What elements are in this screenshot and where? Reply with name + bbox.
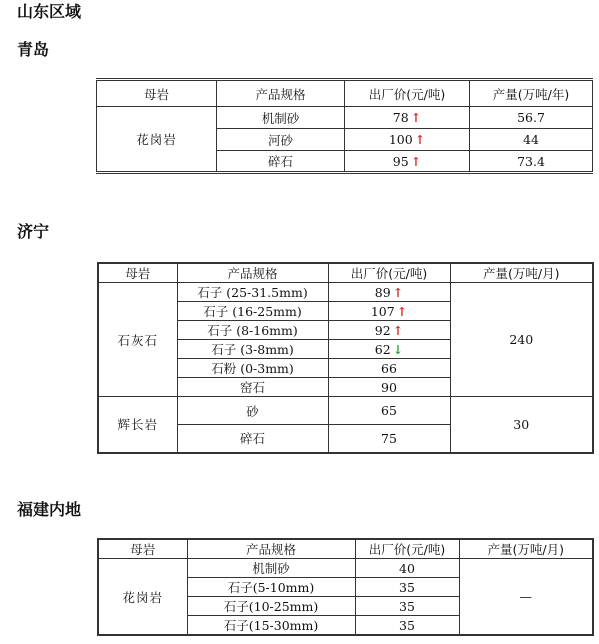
trend-up-icon: ↑ (392, 322, 404, 338)
trend-up-icon: ↑ (414, 132, 426, 147)
product-cell: 石子 (8-16mm) (177, 321, 328, 340)
product-cell: 窑石 (177, 378, 328, 397)
header-output: 产量(万吨/年) (470, 80, 593, 107)
price-cell (345, 151, 470, 173)
trend-up-icon: ↑ (392, 284, 404, 300)
product-cell: 碎石 (217, 151, 345, 173)
output-cell: 73.4 (470, 151, 593, 173)
price-cell (328, 321, 450, 340)
header-product: 产品规格 (217, 80, 345, 107)
price-cell (345, 107, 470, 129)
price-cell: 75 (328, 425, 450, 453)
product-cell: 砂 (177, 397, 328, 425)
table-row (98, 559, 593, 578)
fujian-table (97, 538, 594, 636)
product-cell: 石子(15-30mm) (187, 616, 355, 636)
header-price: 出厂价(元/吨) (345, 80, 470, 107)
trend-up-icon: ↑ (410, 110, 422, 125)
table-row (98, 397, 593, 425)
header-rock: 母岩 (98, 263, 177, 283)
price-cell (328, 340, 450, 359)
price-value: 100 (388, 132, 413, 147)
price-cell: 35 (355, 578, 459, 597)
rock-cell: 花岗岩 (97, 107, 217, 173)
output-cell: 30 (450, 397, 593, 453)
price-cell (345, 129, 470, 151)
qingdao-table (96, 78, 593, 174)
rock-cell: 石灰石 (98, 283, 177, 397)
table-row (97, 107, 593, 129)
price-cell: 90 (328, 378, 450, 397)
price-value: 89 (374, 284, 391, 300)
table-row (98, 283, 593, 302)
trend-down-icon: ↓ (392, 341, 404, 357)
price-value: 62 (374, 341, 391, 357)
price-value: 107 (370, 303, 395, 319)
price-cell: 66 (328, 359, 450, 378)
price-cell: 65 (328, 397, 450, 425)
jining-title: 济宁 (17, 222, 50, 241)
product-cell: 碎石 (177, 425, 328, 453)
output-cell: 56.7 (470, 107, 593, 129)
product-cell: 石子 (16-25mm) (177, 302, 328, 321)
product-cell: 河砂 (217, 129, 345, 151)
fujian-title: 福建内地 (17, 500, 82, 519)
header-price: 出厂价(元/吨) (355, 539, 459, 559)
price-cell (328, 283, 450, 302)
header-rock: 母岩 (98, 539, 187, 559)
output-cell: 44 (470, 129, 593, 151)
header-product: 产品规格 (177, 263, 328, 283)
rock-cell: 花岗岩 (98, 559, 187, 636)
output-cell: — (459, 559, 593, 636)
price-value: 92 (374, 322, 391, 338)
price-value: 78 (392, 110, 409, 125)
trend-up-icon: ↑ (410, 153, 422, 169)
price-value: 95 (392, 153, 409, 169)
price-cell (328, 302, 450, 321)
price-cell: 35 (355, 616, 459, 636)
header-rock: 母岩 (97, 80, 217, 107)
header-price: 出厂价(元/吨) (328, 263, 450, 283)
header-output: 产量(万吨/月) (459, 539, 593, 559)
product-cell: 机制砂 (187, 559, 355, 578)
rock-cell: 辉长岩 (98, 397, 177, 453)
product-cell: 石子(10-25mm) (187, 597, 355, 616)
product-cell: 石子 (25-31.5mm) (177, 283, 328, 302)
price-cell: 35 (355, 597, 459, 616)
jining-table (97, 262, 594, 454)
header-output: 产量(万吨/月) (450, 263, 593, 283)
output-cell: 240 (450, 283, 593, 397)
product-cell: 机制砂 (217, 107, 345, 129)
price-cell: 40 (355, 559, 459, 578)
region-title: 山东区域 (17, 2, 82, 21)
qingdao-title: 青岛 (17, 40, 50, 59)
product-cell: 石粉 (0-3mm) (177, 359, 328, 378)
trend-up-icon: ↑ (396, 303, 408, 319)
header-product: 产品规格 (187, 539, 355, 559)
product-cell: 石子(5-10mm) (187, 578, 355, 597)
product-cell: 石子 (3-8mm) (177, 340, 328, 359)
